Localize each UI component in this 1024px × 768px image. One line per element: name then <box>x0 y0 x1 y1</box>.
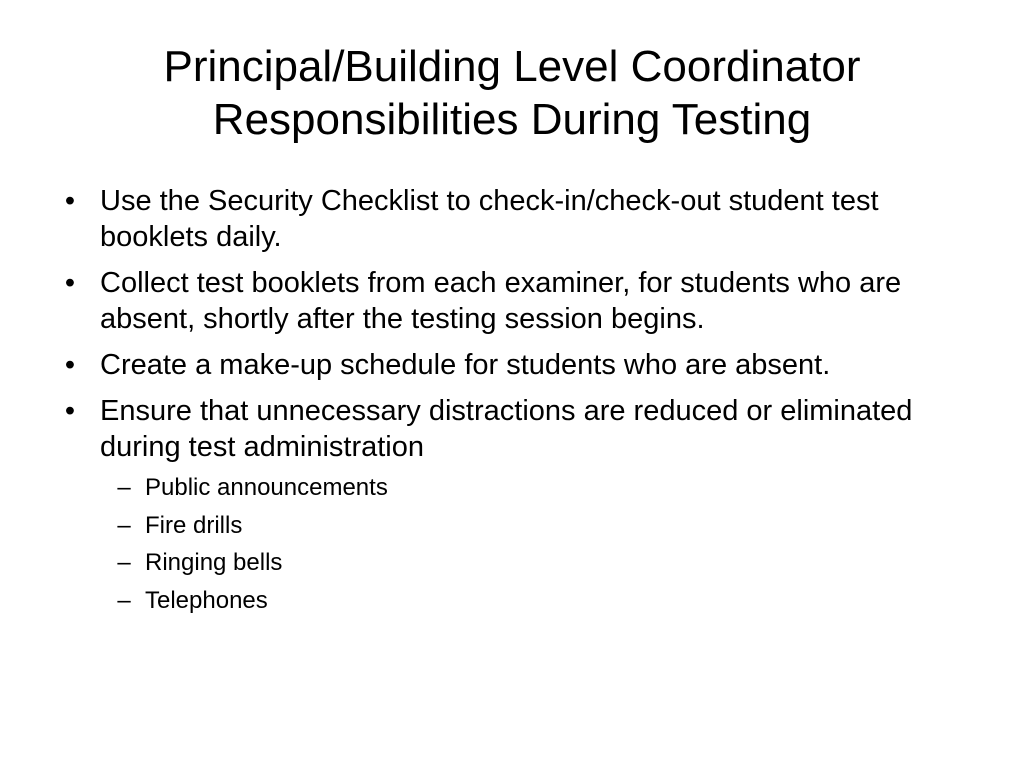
sub-bullet-marker: – <box>117 586 131 614</box>
bullet-item <box>60 347 980 383</box>
sub-bullet-marker: – <box>117 511 131 539</box>
sub-bullet-list <box>100 473 980 616</box>
slide-title <box>60 40 964 146</box>
bullet-text: Collect test booklets from each examiner, for students who are absent, shortly after the testing session begins. <box>100 267 902 335</box>
bullet-marker: • <box>64 185 76 217</box>
bullet-list <box>60 183 980 616</box>
bullet-item <box>60 393 980 616</box>
sub-bullet-item <box>100 586 980 616</box>
bullet-text: Ensure that unnecessary distractions are reduced or eliminated during test administration <box>100 395 913 463</box>
bullet-text: Use the Security Checklist to check-in/check-out student test booklets daily. <box>100 185 879 253</box>
title-line-1: Principal/Building Level Coordinator <box>163 42 861 91</box>
slide-body <box>60 183 980 626</box>
bullet-item <box>60 183 980 255</box>
sub-bullet-marker: – <box>117 549 131 576</box>
bullet-marker: • <box>64 395 76 427</box>
sub-bullet-text: Ringing bells <box>145 549 283 576</box>
bullet-text: Create a make-up schedule for students who are absent. <box>100 349 831 381</box>
bullet-marker: • <box>64 349 76 381</box>
title-line-2: Responsibilities During Testing <box>212 95 812 144</box>
sub-bullet-text: Fire drills <box>145 511 243 539</box>
sub-bullet-marker: – <box>117 474 131 501</box>
sub-bullet-text: Telephones <box>145 586 268 614</box>
sub-bullet-item <box>100 511 980 541</box>
bullet-item <box>60 265 980 337</box>
sub-bullet-item <box>100 548 980 578</box>
sub-bullet-text: Public announcements <box>145 474 388 501</box>
bullet-marker: • <box>64 267 76 299</box>
sub-bullet-item <box>100 473 980 503</box>
